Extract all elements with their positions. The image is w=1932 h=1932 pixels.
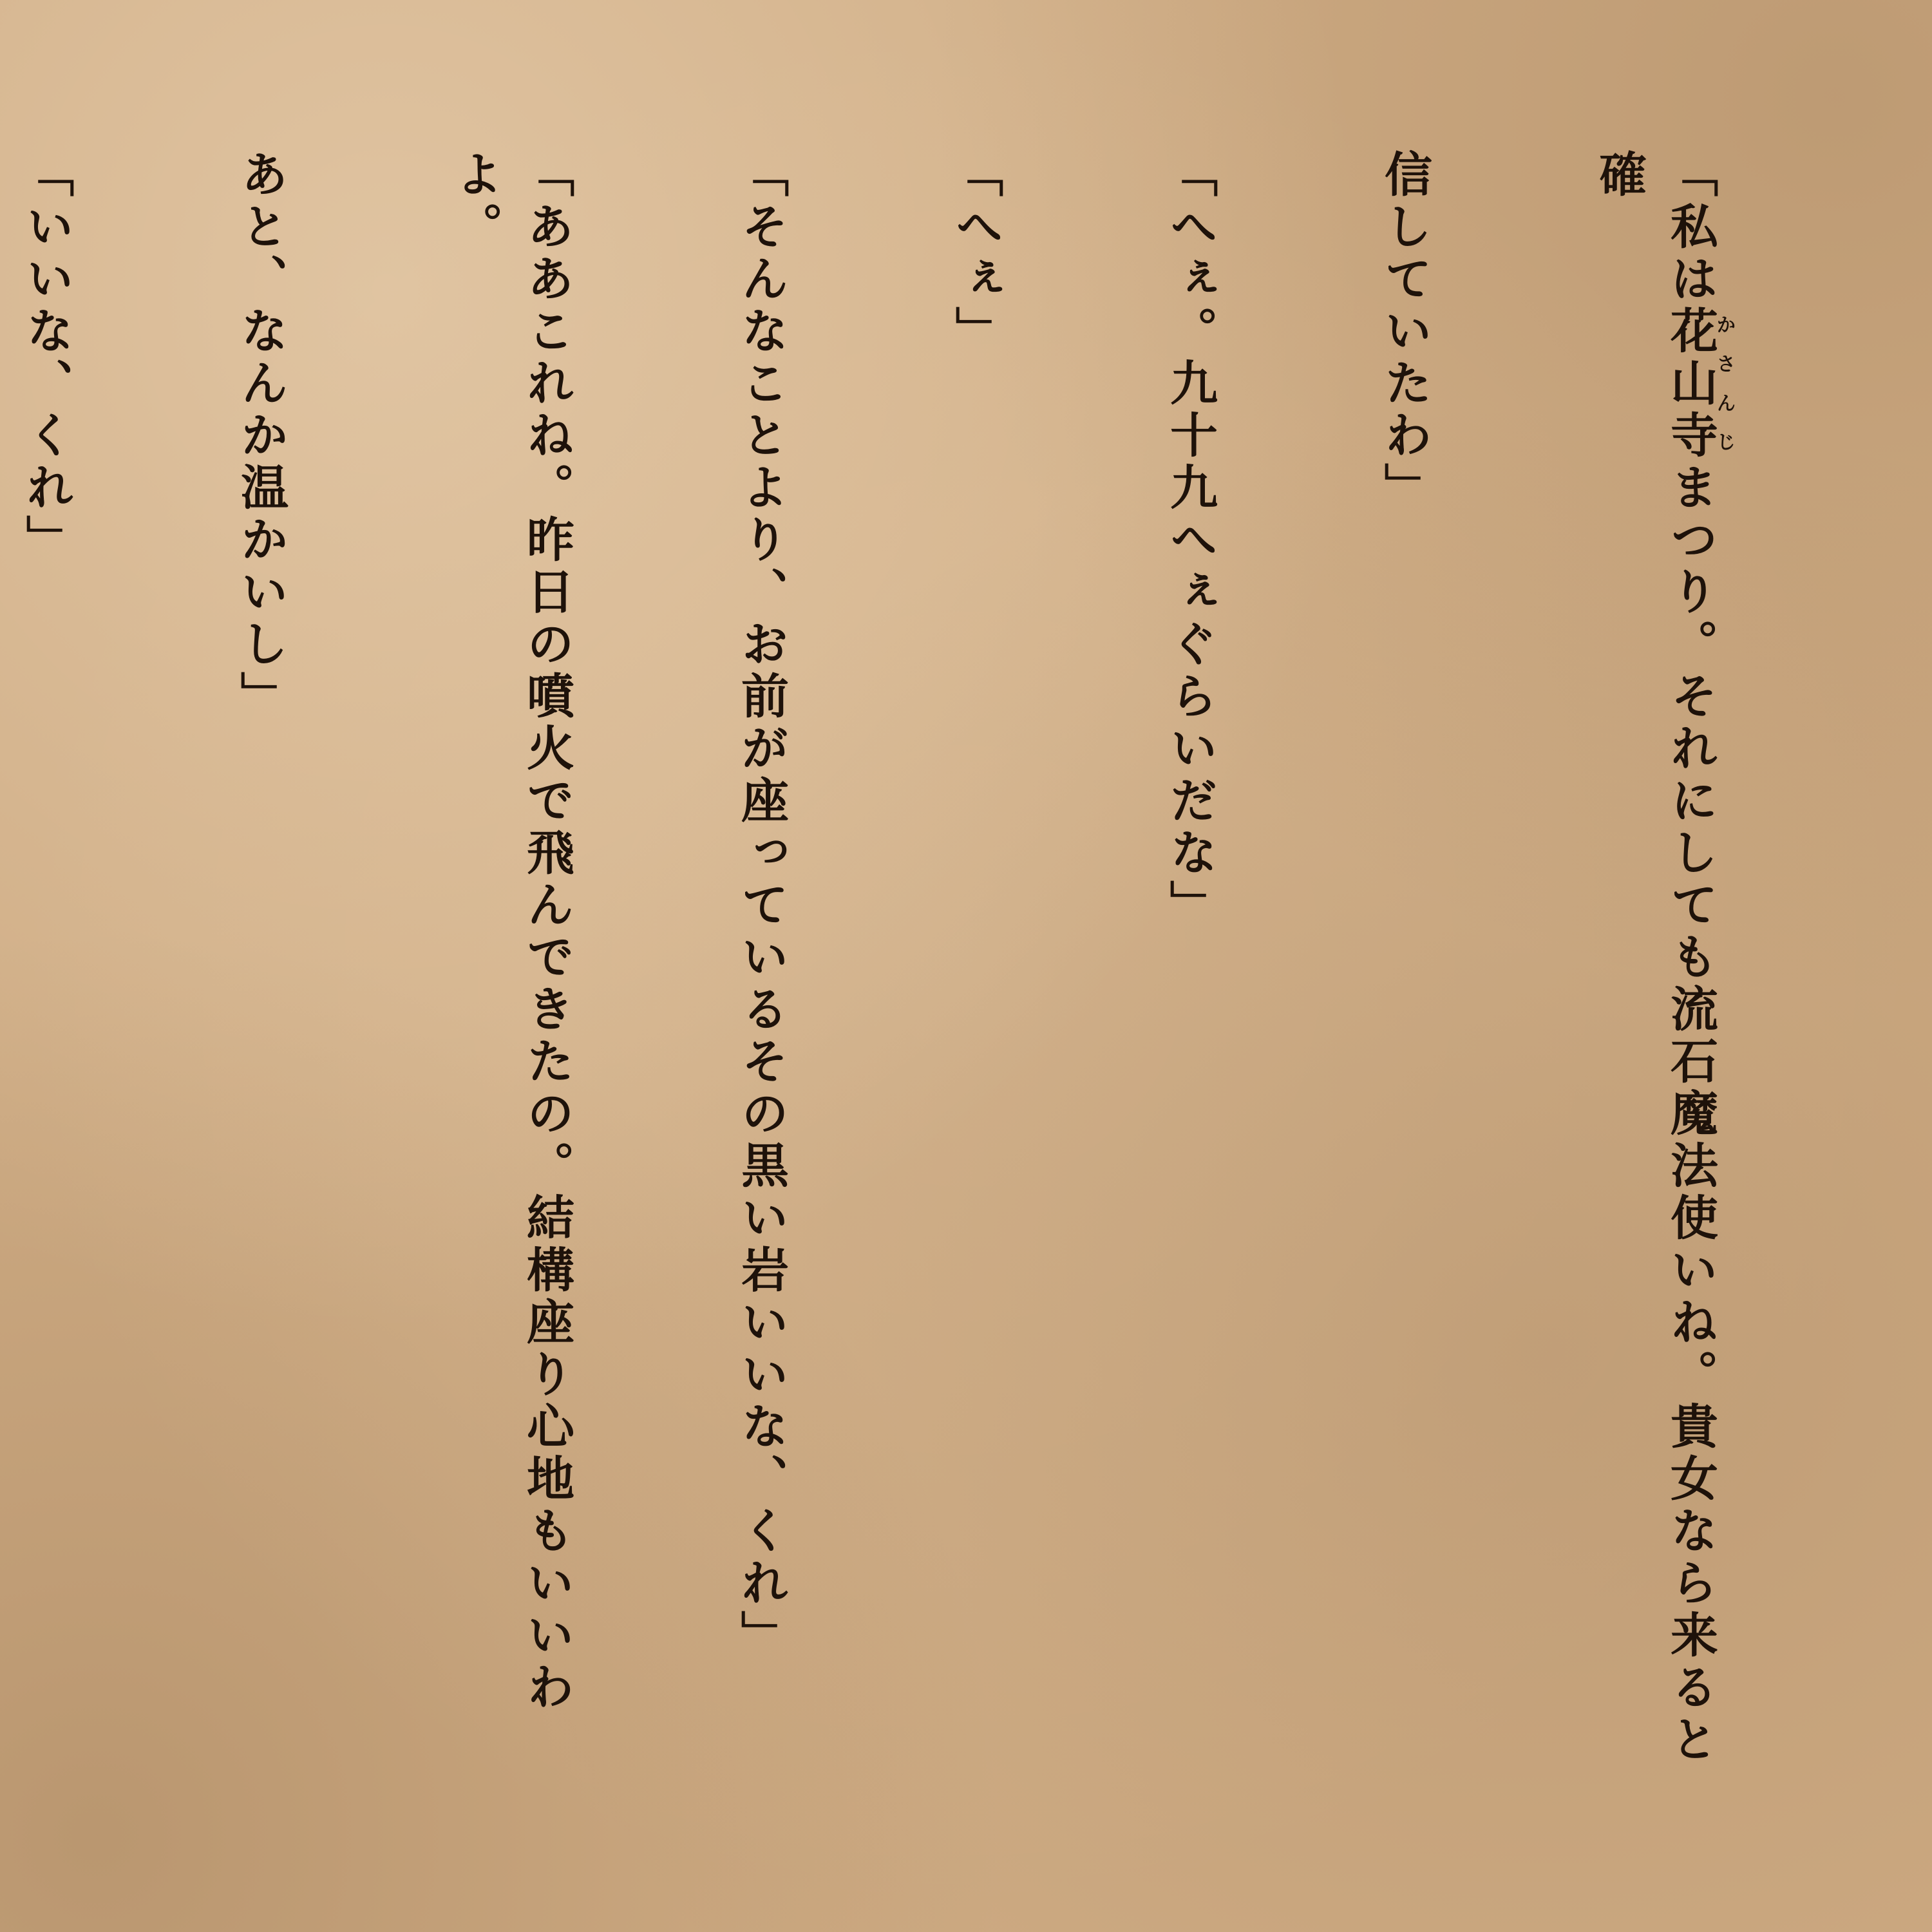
text-line-6: 「ああこれね。昨日の噴火で飛んできたの。結構座り心地もいいわよ。 <box>448 149 574 1714</box>
text-line-5: 「そんなことより、お前が座っているその黒い岩いいな、くれ」 <box>734 149 789 1662</box>
text-line-3: 「へぇ。九十九へぇぐらいだな」 <box>1162 149 1218 932</box>
line-1-post: まつり。それにしても流石魔法使いね。貴女なら来ると確 <box>1591 149 1718 1766</box>
line-1-pre: 「私は <box>1663 149 1718 306</box>
text-line-2: 信していたわ」 <box>1377 149 1432 515</box>
furigana-kasanji <box>1663 306 1736 462</box>
vertical-text-body <box>0 149 1877 1798</box>
text-line-1 <box>1583 149 1734 1798</box>
ruby-base: 花山寺 <box>1663 306 1718 462</box>
ruby-reading: かさんじ <box>1712 306 1736 462</box>
text-line-7: あと、なんか温かいし」 <box>233 149 289 723</box>
text-line-4: 「へぇ」 <box>948 149 1003 358</box>
text-line-8: 「いいな、くれ」 <box>19 149 74 567</box>
